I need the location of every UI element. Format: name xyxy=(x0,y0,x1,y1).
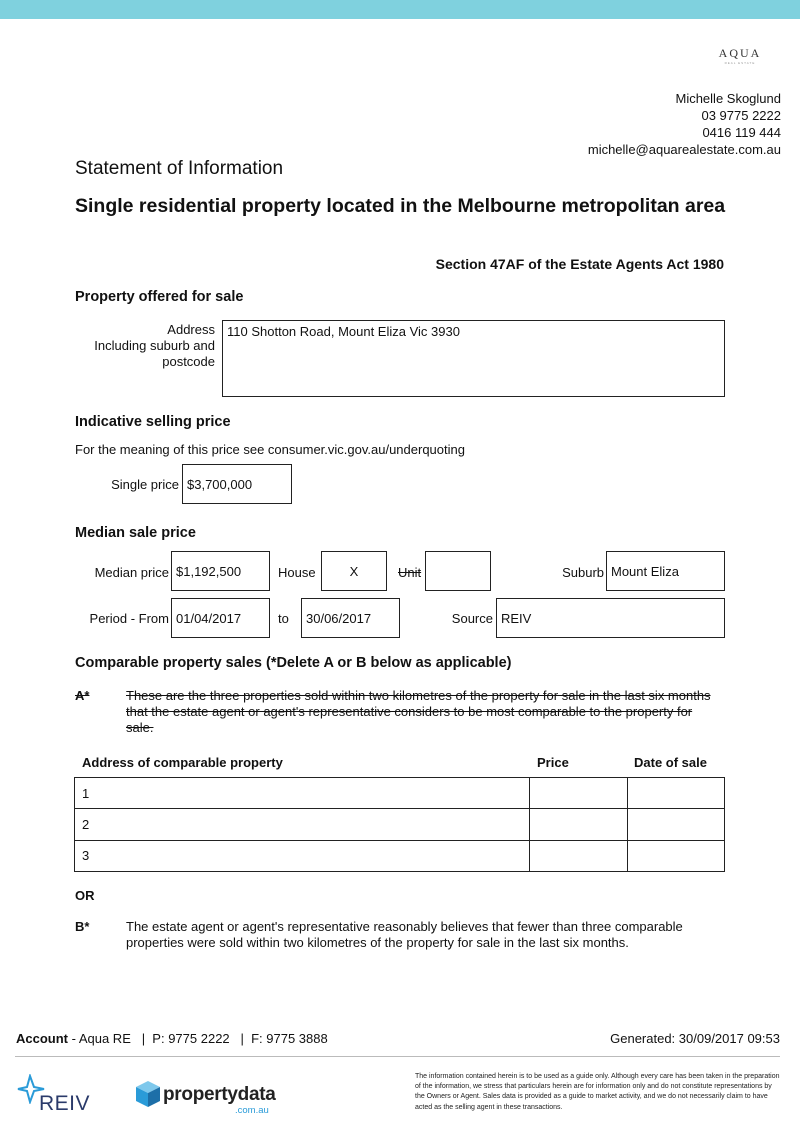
agent-phone-office: 03 9775 2222 xyxy=(701,108,781,123)
option-a-text: These are the three properties sold within two kilometres of the property for sale in the last six months that the estate agent or agent's representative considers to be most comparable to the property for sale. xyxy=(126,688,711,735)
period-to-field[interactable]: 30/06/2017 xyxy=(301,598,400,638)
table-row xyxy=(75,778,725,809)
account-details: - Aqua RE | P: 9775 2222 | F: 9775 3888 xyxy=(68,1031,328,1046)
footer-divider xyxy=(15,1056,780,1057)
agent-phone-mobile: 0416 119 444 xyxy=(702,125,781,140)
aqua-logo-tagline: REAL ESTATE xyxy=(724,61,756,65)
median-price-label: Median price xyxy=(94,565,169,580)
col-header-address: Address of comparable property xyxy=(82,755,283,770)
period-from-label: Period - From xyxy=(89,611,169,626)
propertydata-logo-sub: .com.au xyxy=(235,1105,269,1116)
col-header-price: Price xyxy=(537,755,569,770)
suburb-label: Suburb xyxy=(562,565,604,580)
propertydata-logo-text: propertydata xyxy=(163,1084,276,1105)
act-reference: Section 47AF of the Estate Agents Act 1980 xyxy=(435,256,724,272)
agent-email[interactable]: michelle@aquarealestate.com.au xyxy=(587,142,781,157)
reiv-logo-text: REIV xyxy=(39,1092,91,1115)
account-info xyxy=(16,1031,328,1046)
row-price-cell[interactable] xyxy=(530,778,628,809)
option-b-text: The estate agent or agent's representative reasonably believes that fewer than three comparable properties were sold within two kilometres of the property for sale in the last six months. xyxy=(126,919,683,950)
source-label: Source xyxy=(451,611,493,626)
row-date-cell[interactable] xyxy=(628,778,725,809)
suburb-field[interactable]: Mount Eliza xyxy=(606,551,725,591)
agent-contact xyxy=(588,90,781,158)
document-title: Single residential property located in the Melbourne metropolitan area xyxy=(75,195,726,217)
median-price-field[interactable]: $1,192,500 xyxy=(171,551,270,591)
section-median-title: Median sale price xyxy=(75,525,196,541)
unit-label: Unit xyxy=(398,565,422,580)
disclaimer-text: The information contained herein is to be used as a guide only. Although every care has been taken in the preparation of the information, we stress that particulars herein are for information only and do not constitute representations by the Owners or Agent. Sales data is provided as a guide to market activity, and we do not necessarily claim to have acted as the selling agent in these transactions. xyxy=(415,1073,780,1111)
row-price-cell[interactable] xyxy=(530,840,628,871)
propertydata-logo xyxy=(135,1078,285,1118)
propertydata-cube-icon xyxy=(135,1080,161,1108)
row-address-cell[interactable]: 3 xyxy=(75,840,530,871)
agent-name: Michelle Skoglund xyxy=(675,91,781,106)
unit-field[interactable] xyxy=(425,551,491,591)
comparable-table xyxy=(74,777,725,872)
house-label: House xyxy=(278,565,316,580)
document-heading: Statement of Information xyxy=(75,158,284,179)
row-address-cell[interactable]: 2 xyxy=(75,809,530,840)
row-price-cell[interactable] xyxy=(530,809,628,840)
table-row xyxy=(75,809,725,840)
section-property-title: Property offered for sale xyxy=(75,289,244,305)
period-to-label: to xyxy=(278,611,289,626)
account-label: Account xyxy=(16,1031,68,1046)
period-from-field[interactable]: 01/04/2017 xyxy=(171,598,270,638)
address-field[interactable]: 110 Shotton Road, Mount Eliza Vic 3930 xyxy=(222,320,725,397)
or-separator: OR xyxy=(75,888,95,903)
table-row xyxy=(75,840,725,871)
section-comparable-title: Comparable property sales (*Delete A or B below as applicable) xyxy=(75,655,512,671)
top-accent-bar xyxy=(0,0,800,19)
aqua-logo-word: AQUA xyxy=(718,46,762,60)
address-label-line2: Including suburb and xyxy=(94,338,215,353)
source-field[interactable]: REIV xyxy=(496,598,725,638)
single-price-field[interactable]: $3,700,000 xyxy=(182,464,292,504)
row-date-cell[interactable] xyxy=(628,840,725,871)
address-label-line1: Address xyxy=(167,322,215,337)
address-label-line3: postcode xyxy=(162,354,215,369)
col-header-date: Date of sale xyxy=(634,755,707,770)
reiv-logo xyxy=(17,1072,97,1116)
row-address-cell[interactable]: 1 xyxy=(75,778,530,809)
section-indicative-title: Indicative selling price xyxy=(75,414,231,430)
generated-timestamp: Generated: 30/09/2017 09:53 xyxy=(610,1031,780,1046)
house-field[interactable]: X xyxy=(321,551,387,591)
option-b-label: B* xyxy=(75,919,90,934)
row-date-cell[interactable] xyxy=(628,809,725,840)
single-price-label: Single price xyxy=(111,477,179,492)
option-a-label: A* xyxy=(75,688,90,703)
aqua-logo xyxy=(710,46,770,68)
address-label xyxy=(94,322,215,370)
indicative-note: For the meaning of this price see consumer.vic.gov.au/underquoting xyxy=(75,442,465,457)
